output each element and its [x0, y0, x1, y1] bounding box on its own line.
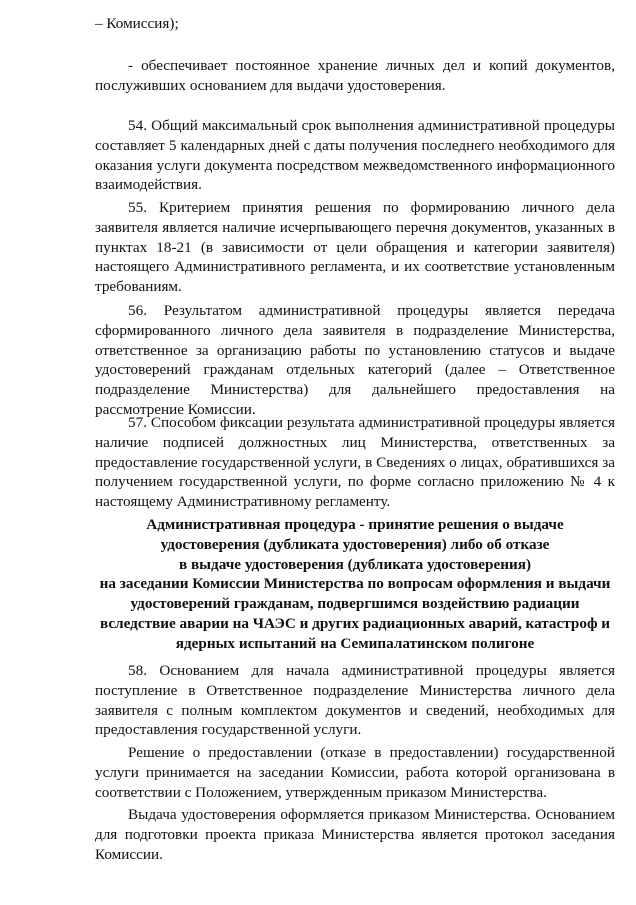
- paragraph-storage: - обеспечивает постоянное хранение личных дел и копий документов, послуживших основанием для выдачи удостоверения.: [95, 57, 615, 94]
- heading-line: вследствие аварии на ЧАЭС и других радиационных аварий, катастроф и: [99, 614, 611, 632]
- paragraph-58: 58. Основанием для начала административной процедуры является поступление в Ответственное подразделение Министерства личного дела заявителя с полным комплектом документов и сведений, необходимых для предоставления государственной услуги.: [95, 662, 615, 739]
- paragraph-57: 57. Способом фиксации результата административной процедуры является наличие подписей должностных лиц Министерства, ответственных за предоставление государственной услуги, в Сведениях о лицах, обратившихся за получением государственной услуги, по форме согласно приложению № 4 к настоящему Административному регламенту.: [95, 414, 615, 511]
- heading-line: удостоверений гражданам, подвергшимся воздействию радиации: [130, 595, 580, 613]
- heading-line: удостоверения (дубликата удостоверения) либо об отказе: [160, 535, 550, 553]
- paragraph-decision: Решение о предоставлении (отказе в предоставлении) государственной услуги принимается на заседании Комиссии, работа которой организована в соответствии с Положением, утвержденным приказом Министерства.: [95, 744, 615, 801]
- paragraph-issuance: Выдача удостоверения оформляется приказом Министерства. Основанием для подготовки проекта приказа Министерства является протокол заседания Комиссии.: [95, 806, 615, 863]
- paragraph-55: 55. Критерием принятия решения по формированию личного дела заявителя является наличие исчерпывающего перечня документов, указанных в пунктах 18-21 (в зависимости от цели обращения и категории заявителя) настоящего Административного регламента, и их соответствие установленным требованиям.: [95, 199, 615, 296]
- heading-line: ядерных испытаний на Семипалатинском полигоне: [175, 634, 535, 652]
- paragraph-54: 54. Общий максимальный срок выполнения административной процедуры составляет 5 календарных дней с даты получения последнего необходимого для оказания услуги документа посредством межведомственного информационного взаимодействия.: [95, 117, 615, 194]
- heading-line: на заседании Комиссии Министерства по вопросам оформления и выдачи: [99, 575, 611, 593]
- paragraph-commission-end: – Комиссия);: [95, 15, 179, 32]
- heading-line: Административная процедура - принятие решения о выдаче: [146, 516, 564, 533]
- section-heading: [95, 515, 615, 654]
- paragraph-56: 56. Результатом административной процедуры является передача сформированного личного дела заявителя в подразделение Министерства, ответственное за организацию работы по установлению статусов и выдаче удостоверений гражданам отдельных категорий (далее – Ответственное подразделение Министерства) для дальнейшего предоставления на рассмотрение Комиссии.: [95, 302, 615, 418]
- heading-line: в выдаче удостоверения (дубликата удостоверения): [178, 555, 531, 573]
